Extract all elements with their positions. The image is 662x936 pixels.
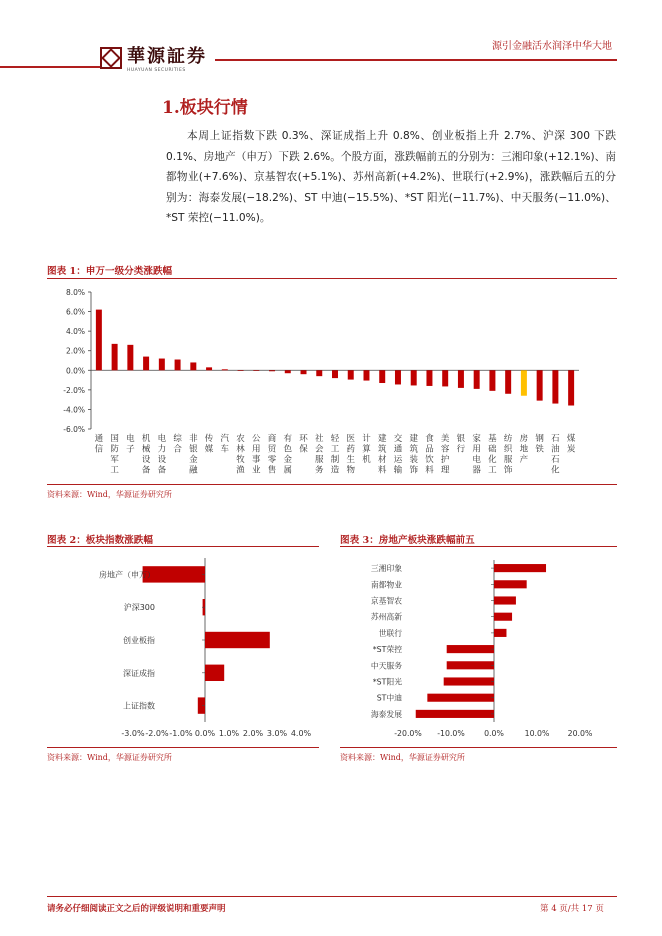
figure3-source: 资料来源：Wind，华源证券研究所 xyxy=(340,753,465,762)
figure1-title: 图表 1：申万一级分类涨跌幅 xyxy=(47,266,173,277)
y-tick-label: -2.0% xyxy=(63,385,85,395)
x-tick-label: -10.0% xyxy=(437,729,465,738)
header-slogan: 源引金融活水润泽中华大地 xyxy=(492,41,612,52)
category-label: *ST阳光 xyxy=(372,677,402,687)
figure3-title: 图表 3：房地产板块涨跌幅前五 xyxy=(340,535,475,546)
bar xyxy=(159,359,165,371)
company-logo xyxy=(100,42,207,73)
x-tick-label: 国防军工 xyxy=(110,434,119,476)
bar xyxy=(447,661,494,669)
x-tick-label: 非银金融 xyxy=(189,434,198,476)
x-tick-label: -1.0% xyxy=(169,729,193,738)
figure2-chart xyxy=(47,550,319,745)
bar xyxy=(206,367,212,370)
bar xyxy=(143,357,149,371)
bar xyxy=(426,370,432,386)
figure2-source: 资料来源：Wind，华源证券研究所 xyxy=(47,753,172,762)
x-tick-label: 0.0% xyxy=(484,729,504,738)
bar xyxy=(379,370,385,383)
x-tick-label: -20.0% xyxy=(394,729,422,738)
x-tick-label: 银行 xyxy=(456,434,466,455)
bar xyxy=(285,370,291,373)
category-label: 深证成指 xyxy=(123,668,155,678)
bar xyxy=(427,694,494,702)
x-tick-label: 10.0% xyxy=(524,729,550,738)
figure2-bottom-rule xyxy=(47,747,319,748)
bar xyxy=(363,370,369,380)
y-tick-label: 8.0% xyxy=(65,288,85,297)
category-label: ST中迪 xyxy=(376,693,402,703)
category-label: 房地产（申万） xyxy=(99,570,155,580)
x-tick-label: 有色金属 xyxy=(283,434,293,476)
figure2-rule xyxy=(47,546,319,547)
bar xyxy=(447,645,494,653)
category-label: 京基智农 xyxy=(370,596,402,606)
x-tick-label: 汽车 xyxy=(220,434,230,455)
logo-text: 華源証券 xyxy=(127,46,207,67)
x-tick-label: 环保 xyxy=(299,434,308,455)
bar xyxy=(494,596,516,604)
summary-paragraph: 本周上证指数下跌 0.3%、深证成指上升 0.8%、创业板指上升 2.7%、沪深 300 下跌 0.1%、房地产（申万）下跌 2.6%。个股方面，涨跌幅前五的分别为：三湘印象(+12.1%)、南都物业(+7.6%)、京基智农(+5.1%)、苏州高新(+4.2%)、世联行(+2.9%)，涨跌幅后五的分别为：海泰发展(−18.2%)、ST 中迪(−15.5%)、*ST 阳光(−11.7%)、中天服务(−11.0%)、*ST 荣控(−11.0%)。 xyxy=(166,130,616,224)
x-tick-label: 食品饮料 xyxy=(425,434,434,476)
x-tick-label: 机械设备 xyxy=(141,434,151,476)
bar xyxy=(489,370,495,391)
x-tick-label: 医药生物 xyxy=(346,434,355,476)
figure3-chart xyxy=(340,550,617,745)
x-tick-label: 交通运输 xyxy=(393,434,403,476)
header-rule-left xyxy=(0,66,100,68)
bar xyxy=(442,370,448,386)
x-tick-label: -3.0% xyxy=(121,729,145,738)
bar xyxy=(332,370,338,378)
category-label: 苏州高新 xyxy=(370,612,402,622)
bar xyxy=(127,345,133,370)
x-tick-label: 家用电器 xyxy=(472,434,481,476)
header-rule-right xyxy=(215,59,617,61)
bar xyxy=(494,629,506,637)
bar xyxy=(190,362,196,370)
y-tick-label: 0.0% xyxy=(65,366,85,376)
x-tick-label: 0.0% xyxy=(194,729,216,738)
x-tick-label: 建筑材料 xyxy=(377,434,387,476)
x-tick-label: 综合 xyxy=(173,434,182,455)
y-tick-label: -4.0% xyxy=(63,405,85,415)
category-label: 沪深300 xyxy=(123,603,155,613)
x-tick-label: 石油石化 xyxy=(551,434,560,476)
category-label: 中天服务 xyxy=(370,661,402,671)
x-tick-label: 20.0% xyxy=(567,729,593,738)
bar xyxy=(348,370,354,379)
figure1-source: 资料来源：Wind，华源证券研究所 xyxy=(47,490,172,499)
category-label: 南都物业 xyxy=(370,580,402,590)
bar xyxy=(316,370,322,376)
bar xyxy=(552,370,558,403)
bar xyxy=(474,370,480,389)
x-tick-label: 建筑装饰 xyxy=(409,434,418,476)
figure3-bottom-rule xyxy=(340,747,617,748)
bar xyxy=(205,665,224,681)
category-label: *ST荣控 xyxy=(372,645,402,655)
x-tick-label: 农林牧渔 xyxy=(236,434,245,476)
category-label: 创业板指 xyxy=(123,636,155,645)
bar xyxy=(568,370,574,405)
x-tick-label: 1.0% xyxy=(218,729,240,738)
bar xyxy=(301,370,307,374)
x-tick-label: 美容护理 xyxy=(440,434,450,476)
x-tick-label: 传媒 xyxy=(204,434,214,455)
logo-mark-icon xyxy=(100,47,122,69)
y-tick-label: 6.0% xyxy=(65,307,85,317)
x-tick-label: 公用事业 xyxy=(252,434,261,476)
bar xyxy=(112,344,118,370)
x-tick-label: 煤炭 xyxy=(566,434,576,455)
x-tick-label: 商贸零售 xyxy=(267,434,277,476)
category-label: 上证指数 xyxy=(123,701,155,711)
x-tick-label: 电力设备 xyxy=(157,434,167,476)
bar xyxy=(205,632,270,648)
category-label: 世联行 xyxy=(378,628,402,638)
bar xyxy=(175,360,181,371)
x-tick-label: 轻工制造 xyxy=(330,434,340,476)
figure1-chart xyxy=(47,282,617,482)
bar xyxy=(416,710,494,718)
figure3-rule xyxy=(340,546,617,547)
x-tick-label: 4.0% xyxy=(290,729,312,738)
x-tick-label: 电子 xyxy=(126,434,135,455)
category-label: 海泰发展 xyxy=(370,709,402,719)
bar xyxy=(494,564,546,572)
y-tick-label: 2.0% xyxy=(65,346,85,356)
logo-subtext: HUAYUAN SECURITIES xyxy=(127,68,186,73)
bar xyxy=(537,370,543,400)
footer-rule xyxy=(47,896,617,897)
bar xyxy=(269,370,275,371)
x-tick-label: 基础化工 xyxy=(488,434,497,476)
x-tick-label: 房地产 xyxy=(519,434,529,465)
bar xyxy=(411,370,417,385)
bar xyxy=(96,310,102,371)
x-tick-label: 钢铁 xyxy=(535,434,544,455)
bar xyxy=(238,370,244,371)
x-tick-label: 纺织服饰 xyxy=(503,434,513,476)
bar xyxy=(444,677,494,685)
y-tick-label: 4.0% xyxy=(65,327,85,337)
bar xyxy=(395,370,401,384)
figure1-rule xyxy=(47,278,617,279)
category-label: 三湘印象 xyxy=(370,564,402,574)
bar xyxy=(222,369,228,370)
x-tick-label: 3.0% xyxy=(266,729,288,738)
x-tick-label: 计算机 xyxy=(362,434,371,465)
bar xyxy=(494,613,512,621)
x-tick-label: 通信 xyxy=(94,434,104,455)
bar xyxy=(458,370,464,388)
bar xyxy=(494,580,527,588)
x-tick-label: 社会服务 xyxy=(315,434,324,476)
figure1-bottom-rule xyxy=(47,484,617,485)
footer-page-number: 第 4 页/共 17 页 xyxy=(540,904,604,914)
bar xyxy=(253,370,259,371)
x-tick-label: -2.0% xyxy=(145,729,169,738)
y-tick-label: -6.0% xyxy=(63,425,85,434)
x-tick-label: 2.0% xyxy=(242,729,264,738)
footer-disclaimer: 请务必仔细阅读正文之后的评级说明和重要声明 xyxy=(47,904,226,914)
section-title: 1.板块行情 xyxy=(162,98,248,118)
figure2-title: 图表 2：板块指数涨跌幅 xyxy=(47,535,153,546)
bar xyxy=(521,370,527,395)
bar xyxy=(505,370,511,393)
